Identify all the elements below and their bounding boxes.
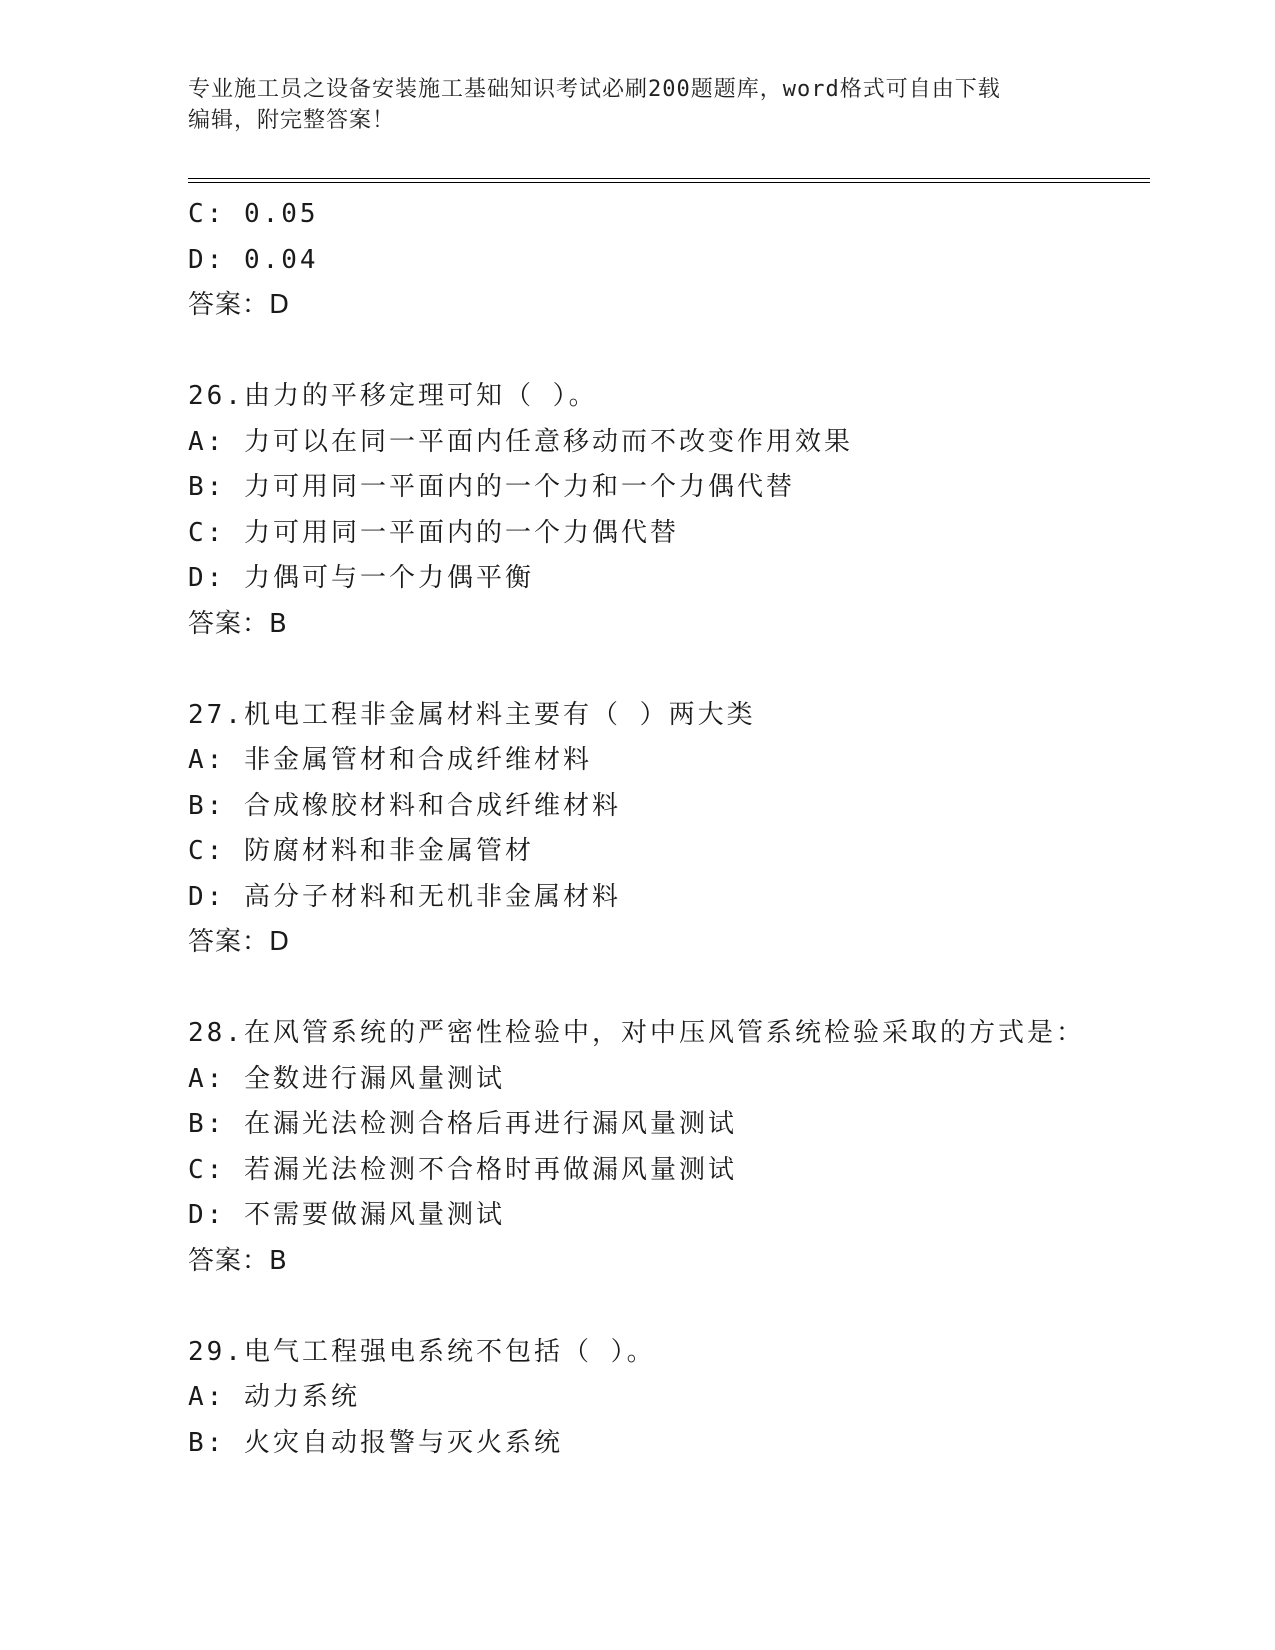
question-block-26 [188, 374, 1148, 647]
header-title-line-2: 编辑，附完整答案！ [188, 108, 396, 133]
option-a: A: 力可以在同一平面内任意移动而不改变作用效果 [188, 426, 853, 457]
option-b: B: 力可用同一平面内的一个力和一个力偶代替 [188, 472, 795, 502]
question-block-25 [188, 192, 1148, 329]
option-a: A: 动力系统 [188, 1382, 360, 1412]
answer-line: 答案：D [188, 927, 291, 957]
header-title-line-1: 专业施工员之设备安装施工基础知识考试必刷200题题库，word格式可自由下载 [188, 77, 1001, 102]
option-b: B: 在漏光法检测合格后再进行漏风量测试 [188, 1109, 737, 1139]
option-b: B: 合成橡胶材料和合成纤维材料 [188, 790, 621, 821]
question-list [188, 192, 1148, 1466]
spacer [188, 966, 1148, 1012]
header-divider-top [188, 178, 1150, 179]
option-d: D: 不需要做漏风量测试 [188, 1200, 505, 1230]
option-c: C: 0.05 [188, 199, 319, 229]
option-d: D: 0.04 [188, 244, 319, 275]
question-block-27 [188, 693, 1148, 966]
option-c: C: 若漏光法检测不合格时再做漏风量测试 [188, 1154, 737, 1185]
question-text: 27.机电工程非金属材料主要有（ ）两大类 [188, 699, 756, 730]
option-d: D: 力偶可与一个力偶平衡 [188, 563, 534, 593]
option-b: B: 火灾自动报警与灭火系统 [188, 1427, 563, 1458]
question-text: 28.在风管系统的严密性检验中，对中压风管系统检验采取的方式是： [188, 1018, 1085, 1048]
header-divider-bottom [188, 182, 1150, 183]
question-text: 26.由力的平移定理可知（ ）。 [188, 381, 598, 411]
spacer [188, 329, 1148, 375]
option-a: A: 全数进行漏风量测试 [188, 1063, 505, 1094]
option-c: C: 防腐材料和非金属管材 [188, 836, 534, 866]
spacer [188, 1284, 1148, 1330]
answer-line: 答案：B [188, 1245, 288, 1276]
spacer [188, 647, 1148, 693]
answer-line: 答案：B [188, 608, 288, 639]
option-d: D: 高分子材料和无机非金属材料 [188, 881, 621, 912]
answer-line: 答案：D [188, 290, 291, 320]
question-text: 29.电气工程强电系统不包括（ ）。 [188, 1336, 656, 1367]
option-a: A: 非金属管材和合成纤维材料 [188, 745, 592, 775]
question-block-28 [188, 1011, 1148, 1284]
question-block-29 [188, 1330, 1148, 1467]
option-c: C: 力可用同一平面内的一个力偶代替 [188, 517, 679, 548]
document-header [188, 74, 1088, 136]
